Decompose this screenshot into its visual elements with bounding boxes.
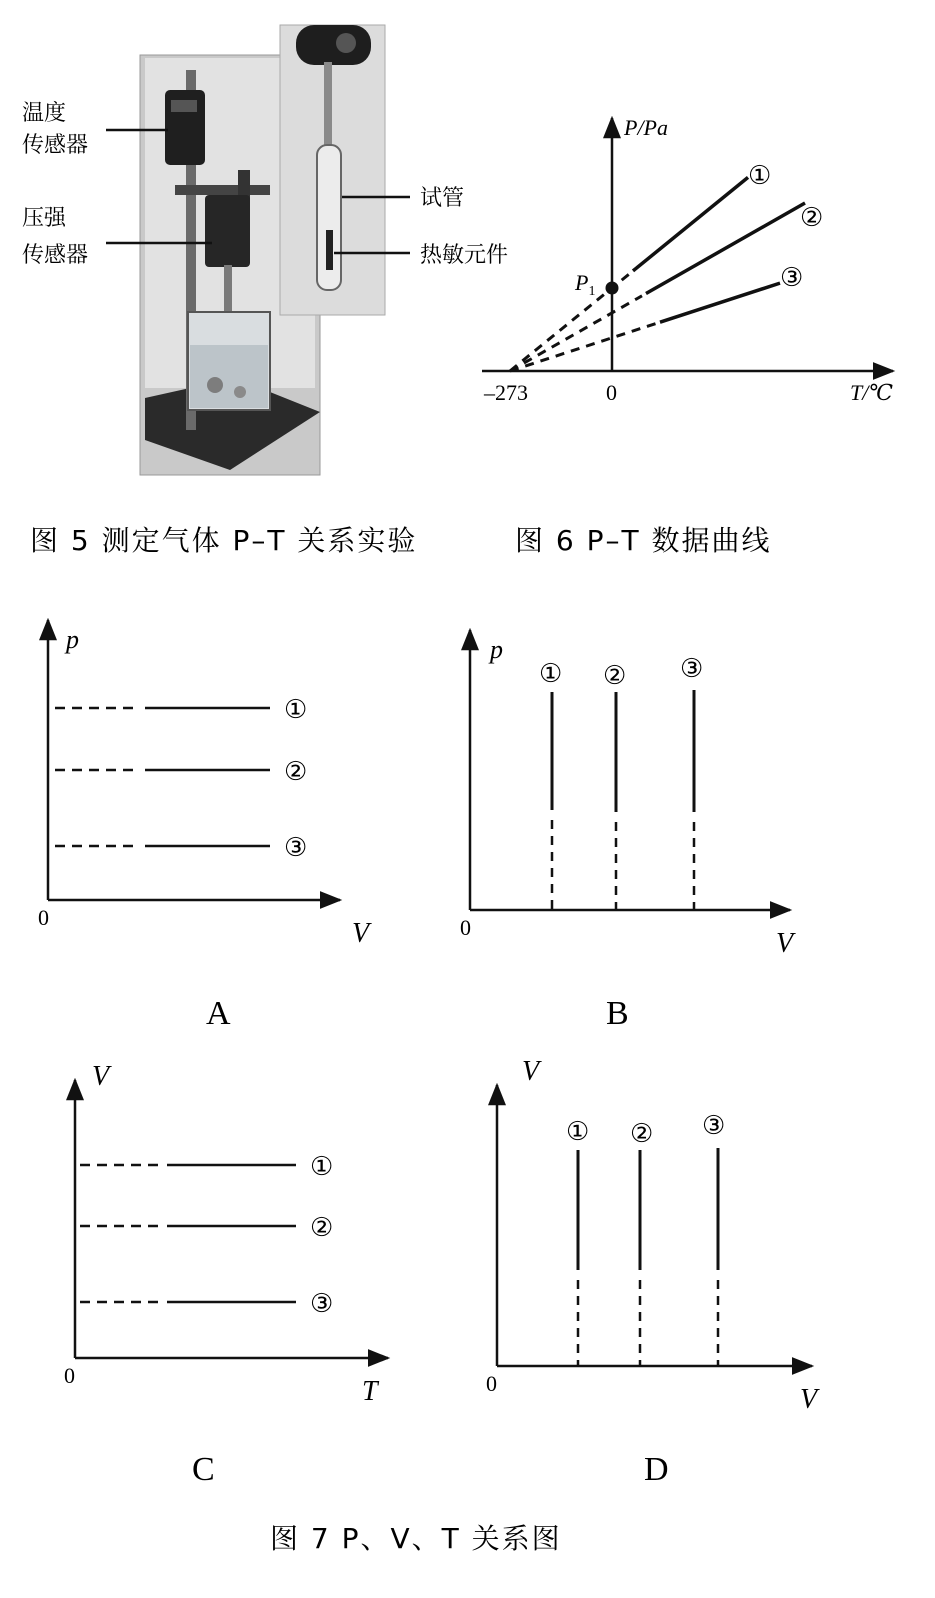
pt-series-1-label: ① xyxy=(748,161,772,191)
panel-b xyxy=(470,630,790,910)
panel-a-y-label: p xyxy=(66,625,79,654)
panel-b-series-2-label: ② xyxy=(603,661,627,691)
pt-series-3-label: ③ xyxy=(780,263,804,293)
panel-a-series-1-label: ① xyxy=(284,695,308,725)
panel-d-x-label: V xyxy=(800,1384,818,1415)
panel-c-x-label: T xyxy=(362,1376,378,1407)
panel-b-origin: 0 xyxy=(460,915,471,940)
panel-d-series-2-label: ② xyxy=(630,1119,654,1149)
option-c[interactable]: C xyxy=(192,1451,215,1488)
pt-chart xyxy=(482,118,893,371)
panel-d-series-1-label: ① xyxy=(566,1117,590,1147)
panel-a-series-2-label: ② xyxy=(284,757,308,787)
panel-c-series-1-label: ① xyxy=(310,1152,334,1182)
option-d[interactable]: D xyxy=(644,1451,669,1488)
panel-d-origin: 0 xyxy=(486,1371,497,1396)
label-pressure-sensor-line1: 压强 xyxy=(22,206,67,231)
label-temp-sensor-line1: 温度 xyxy=(22,101,67,126)
panel-b-series-3-label: ③ xyxy=(680,654,704,684)
pt-origin-label: 0 xyxy=(606,380,617,405)
fig7-caption: 图 7 P、V、T 关系图 xyxy=(270,1522,562,1555)
thermistor-element xyxy=(326,230,333,270)
pt-intercept-label: –273 xyxy=(484,380,528,405)
p1-label: $P_1$ xyxy=(575,270,596,299)
p1-point xyxy=(606,282,619,295)
panel-b-series-1-label: ① xyxy=(539,659,563,689)
panel-d xyxy=(497,1085,812,1366)
panel-c xyxy=(75,1080,388,1358)
pt-series-2-label: ② xyxy=(800,203,824,233)
panel-b-x-label: V xyxy=(776,928,794,959)
panel-d-y-label: V xyxy=(522,1056,540,1087)
pt-series-1-line xyxy=(633,177,748,271)
panel-c-series-2-label: ② xyxy=(310,1213,334,1243)
panel-d-series xyxy=(578,1148,718,1366)
option-b[interactable]: B xyxy=(606,995,629,1032)
fig5-caption: 图 5 测定气体 P–T 关系实验 xyxy=(30,524,418,557)
panel-b-y-label: p xyxy=(490,635,503,664)
pressure-sensor xyxy=(205,195,250,267)
panel-c-origin: 0 xyxy=(64,1363,75,1388)
panel-a-origin: 0 xyxy=(38,905,49,930)
panel-d-series-3-label: ③ xyxy=(702,1111,726,1141)
label-thermistor: 热敏元件 xyxy=(420,243,509,268)
panel-c-y-label: V xyxy=(92,1061,110,1092)
label-test-tube: 试管 xyxy=(420,186,465,211)
panel-a-series xyxy=(55,708,270,846)
option-a[interactable]: A xyxy=(206,995,231,1032)
label-temp-sensor-line2: 传感器 xyxy=(22,133,89,158)
test-tube-photo xyxy=(280,25,385,315)
pt-x-axis-label: T/℃ xyxy=(850,380,893,405)
panel-b-series xyxy=(552,690,694,910)
panel-c-series xyxy=(80,1165,296,1302)
fig6-caption: 图 6 P–T 数据曲线 xyxy=(515,524,772,557)
pt-y-axis-label: P/Pa xyxy=(624,115,668,140)
label-pressure-sensor-line2: 传感器 xyxy=(22,243,89,268)
pt-series-3-line xyxy=(660,283,780,322)
panel-a-series-3-label: ③ xyxy=(284,833,308,863)
panel-c-series-3-label: ③ xyxy=(310,1289,334,1319)
panel-a-x-label: V xyxy=(352,918,370,949)
